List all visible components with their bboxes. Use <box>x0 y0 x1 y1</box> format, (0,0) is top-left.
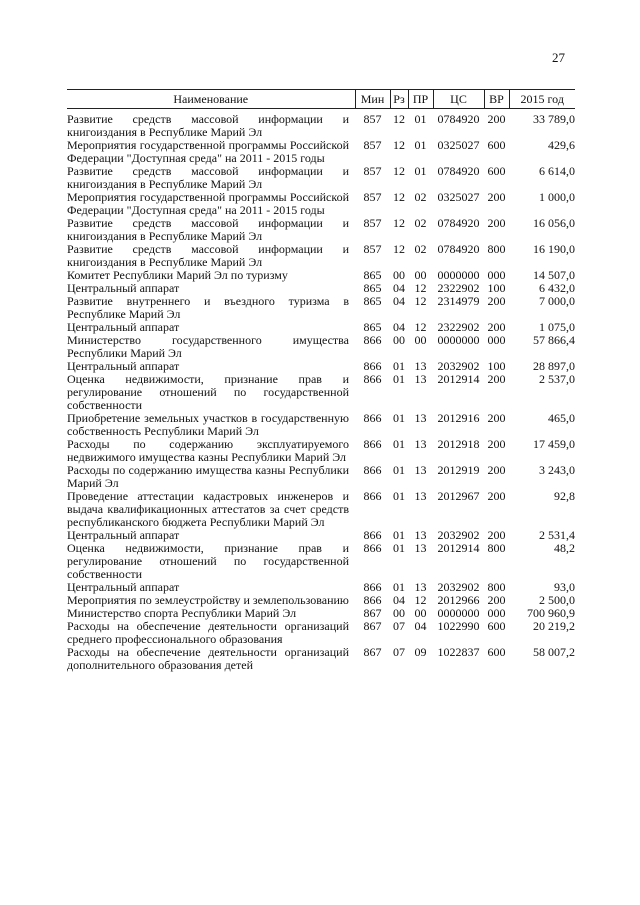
cell-vr: 100 <box>487 359 506 373</box>
column-header-rz: Рз <box>390 90 408 109</box>
cell-amount: 1 000,0 <box>539 190 575 204</box>
cell-cs: 1022837 <box>437 645 480 659</box>
table-row <box>67 139 575 165</box>
column-header-cs: ЦС <box>433 90 484 109</box>
cell-rz: 04 <box>393 320 405 334</box>
cell-amount: 6 432,0 <box>539 281 575 295</box>
cell-amount: 14 507,0 <box>533 268 575 282</box>
cell-name: Проведение аттестации кадастровых инженеров и выдача квалификационных аттестатов за счет средств республиканского бюджета Республики Марий Эл <box>67 489 349 529</box>
cell-min: 857 <box>363 112 382 126</box>
cell-amount: 92,8 <box>554 489 575 503</box>
cell-name: Министерство государственного имущества Республики Марий Эл <box>67 333 349 360</box>
cell-name: Развитие средств массовой информации и книгоиздания в Республике Марий Эл <box>67 242 349 269</box>
cell-rz: 12 <box>393 112 405 126</box>
cell-vr: 200 <box>487 112 506 126</box>
cell-vr: 000 <box>487 606 506 620</box>
cell-vr: 000 <box>487 333 506 347</box>
cell-vr: 600 <box>487 619 506 633</box>
cell-name: Расходы по содержанию имущества казны Республики Марий Эл <box>67 463 349 490</box>
cell-rz: 12 <box>393 164 405 178</box>
cell-min: 866 <box>363 528 382 542</box>
cell-vr: 200 <box>487 294 506 308</box>
page-number: 27 <box>552 50 565 65</box>
cell-vr: 200 <box>487 463 506 477</box>
cell-cs: 2032902 <box>437 528 480 542</box>
cell-min: 857 <box>363 216 382 230</box>
cell-pr: 12 <box>414 281 427 295</box>
table-row <box>67 295 575 321</box>
cell-rz: 12 <box>393 242 405 256</box>
cell-name: Центральный аппарат <box>67 320 180 334</box>
cell-pr: 00 <box>414 268 427 282</box>
cell-amount: 1 075,0 <box>539 320 575 334</box>
cell-name: Центральный аппарат <box>67 528 180 542</box>
cell-amount: 465,0 <box>548 411 575 425</box>
cell-rz: 01 <box>393 489 405 503</box>
cell-min: 865 <box>363 281 382 295</box>
cell-name: Оценка недвижимости, признание прав и регулирование отношений по государственной собственности <box>67 541 349 581</box>
cell-cs: 0325027 <box>437 138 480 152</box>
cell-vr: 200 <box>487 190 506 204</box>
cell-vr: 800 <box>487 242 506 256</box>
cell-pr: 12 <box>414 294 427 308</box>
cell-pr: 01 <box>414 112 427 126</box>
cell-amount: 93,0 <box>554 580 575 594</box>
cell-name: Развитие внутреннего и въездного туризма в Республике Марий Эл <box>67 294 349 321</box>
cell-vr: 600 <box>487 164 506 178</box>
cell-name: Расходы на обеспечение деятельности организаций среднего профессионального образования <box>67 619 349 646</box>
cell-name: Мероприятия государственной программы Российской Федерации "Доступная среда" на 2011 - 2015 годы <box>67 190 349 217</box>
cell-rz: 07 <box>393 645 405 659</box>
table-row <box>67 490 575 529</box>
cell-vr: 200 <box>487 593 506 607</box>
cell-pr: 00 <box>414 333 427 347</box>
cell-min: 857 <box>363 190 382 204</box>
column-header-pr: ПР <box>408 90 433 109</box>
cell-vr: 200 <box>487 489 506 503</box>
cell-amount: 429,6 <box>548 138 575 152</box>
cell-rz: 12 <box>393 138 405 152</box>
cell-name: Приобретение земельных участков в государственную собственность Республики Марий Эл <box>67 411 349 438</box>
cell-min: 867 <box>363 619 382 633</box>
table-body <box>67 109 575 673</box>
cell-min: 865 <box>363 268 382 282</box>
cell-rz: 00 <box>393 333 405 347</box>
cell-pr: 12 <box>414 593 427 607</box>
cell-rz: 12 <box>393 216 405 230</box>
cell-cs: 0784920 <box>437 216 480 230</box>
cell-rz: 04 <box>393 281 405 295</box>
cell-pr: 13 <box>414 463 427 477</box>
cell-cs: 0000000 <box>437 333 480 347</box>
table-row <box>67 412 575 438</box>
cell-cs: 0325027 <box>437 190 480 204</box>
table-row <box>67 243 575 269</box>
table-row <box>67 217 575 243</box>
cell-pr: 13 <box>414 372 427 386</box>
cell-name: Министерство спорта Республики Марий Эл <box>67 606 297 620</box>
table-row <box>67 334 575 360</box>
cell-pr: 04 <box>414 619 427 633</box>
cell-pr: 13 <box>414 528 427 542</box>
cell-pr: 13 <box>414 541 427 555</box>
cell-pr: 12 <box>414 320 427 334</box>
cell-min: 857 <box>363 164 382 178</box>
column-header-name: Наименование <box>67 90 355 109</box>
cell-name: Развитие средств массовой информации и книгоиздания в Республике Марий Эл <box>67 112 349 139</box>
cell-cs: 0000000 <box>437 268 480 282</box>
cell-cs: 2322902 <box>437 320 480 334</box>
table-row <box>67 165 575 191</box>
cell-min: 866 <box>363 463 382 477</box>
cell-vr: 200 <box>487 320 506 334</box>
column-header-amount: 2015 год <box>509 90 575 109</box>
cell-cs: 0000000 <box>437 606 480 620</box>
cell-min: 866 <box>363 333 382 347</box>
cell-name: Центральный аппарат <box>67 359 180 373</box>
table-row <box>67 646 575 672</box>
cell-amount: 16 056,0 <box>533 216 575 230</box>
cell-vr: 200 <box>487 528 506 542</box>
cell-min: 866 <box>363 593 382 607</box>
cell-rz: 01 <box>393 411 405 425</box>
cell-name: Центральный аппарат <box>67 580 180 594</box>
cell-vr: 200 <box>487 437 506 451</box>
budget-table <box>67 89 575 672</box>
cell-cs: 0784920 <box>437 112 480 126</box>
cell-pr: 00 <box>414 606 427 620</box>
cell-rz: 01 <box>393 359 405 373</box>
table-row <box>67 191 575 217</box>
cell-cs: 2012916 <box>437 411 480 425</box>
cell-amount: 3 243,0 <box>539 463 575 477</box>
cell-pr: 09 <box>414 645 427 659</box>
column-header-vr: ВР <box>484 90 509 109</box>
table-row <box>67 620 575 646</box>
cell-vr: 800 <box>487 580 506 594</box>
cell-cs: 2012918 <box>437 437 480 451</box>
cell-amount: 20 219,2 <box>533 619 575 633</box>
cell-amount: 2 531,4 <box>539 528 575 542</box>
cell-pr: 13 <box>414 580 427 594</box>
cell-min: 865 <box>363 320 382 334</box>
cell-pr: 01 <box>414 138 427 152</box>
table-row <box>67 373 575 412</box>
cell-amount: 57 866,4 <box>533 333 575 347</box>
cell-amount: 7 000,0 <box>539 294 575 308</box>
cell-rz: 01 <box>393 372 405 386</box>
cell-pr: 01 <box>414 164 427 178</box>
cell-cs: 2322902 <box>437 281 480 295</box>
cell-rz: 04 <box>393 294 405 308</box>
cell-min: 866 <box>363 580 382 594</box>
cell-pr: 02 <box>414 242 427 256</box>
cell-min: 866 <box>363 411 382 425</box>
cell-name: Расходы на обеспечение деятельности организаций дополнительного образования детей <box>67 645 349 672</box>
cell-name: Развитие средств массовой информации и книгоиздания в Республике Марий Эл <box>67 164 349 191</box>
cell-pr: 13 <box>414 359 427 373</box>
cell-rz: 01 <box>393 437 405 451</box>
table-row <box>67 109 575 140</box>
cell-vr: 000 <box>487 268 506 282</box>
table-header-row <box>67 90 575 109</box>
cell-cs: 2012914 <box>437 372 480 386</box>
cell-rz: 01 <box>393 541 405 555</box>
cell-amount: 6 614,0 <box>539 164 575 178</box>
cell-cs: 2032902 <box>437 580 480 594</box>
cell-min: 866 <box>363 372 382 386</box>
cell-name: Мероприятия государственной программы Российской Федерации "Доступная среда" на 2011 - 2015 годы <box>67 138 349 165</box>
cell-name: Оценка недвижимости, признание прав и регулирование отношений по государственной собственности <box>67 372 349 412</box>
cell-cs: 2012919 <box>437 463 480 477</box>
table-row <box>67 542 575 581</box>
cell-rz: 07 <box>393 619 405 633</box>
cell-amount: 2 500,0 <box>539 593 575 607</box>
cell-pr: 13 <box>414 437 427 451</box>
cell-amount: 28 897,0 <box>533 359 575 373</box>
cell-cs: 2012967 <box>437 489 480 503</box>
cell-amount: 2 537,0 <box>539 372 575 386</box>
cell-vr: 200 <box>487 411 506 425</box>
cell-cs: 1022990 <box>437 619 480 633</box>
cell-amount: 48,2 <box>554 541 575 555</box>
cell-name: Развитие средств массовой информации и книгоиздания в Республике Марий Эл <box>67 216 349 243</box>
cell-cs: 2012966 <box>437 593 480 607</box>
cell-cs: 2314979 <box>437 294 480 308</box>
cell-min: 866 <box>363 359 382 373</box>
cell-rz: 00 <box>393 268 405 282</box>
cell-min: 866 <box>363 489 382 503</box>
cell-pr: 02 <box>414 216 427 230</box>
cell-min: 865 <box>363 294 382 308</box>
cell-amount: 16 190,0 <box>533 242 575 256</box>
cell-name: Мероприятия по землеустройству и землепользованию <box>67 593 349 607</box>
cell-vr: 600 <box>487 138 506 152</box>
cell-min: 866 <box>363 541 382 555</box>
column-header-min: Мин <box>355 90 390 109</box>
cell-amount: 58 007,2 <box>533 645 575 659</box>
cell-rz: 04 <box>393 593 405 607</box>
cell-rz: 12 <box>393 190 405 204</box>
cell-cs: 0784920 <box>437 164 480 178</box>
cell-rz: 00 <box>393 606 405 620</box>
cell-rz: 01 <box>393 463 405 477</box>
cell-amount: 33 789,0 <box>533 112 575 126</box>
cell-cs: 2012914 <box>437 541 480 555</box>
cell-cs: 2032902 <box>437 359 480 373</box>
cell-rz: 01 <box>393 528 405 542</box>
cell-name: Комитет Республики Марий Эл по туризму <box>67 268 288 282</box>
cell-vr: 200 <box>487 372 506 386</box>
cell-pr: 13 <box>414 411 427 425</box>
table-row <box>67 464 575 490</box>
cell-amount: 17 459,0 <box>533 437 575 451</box>
cell-rz: 01 <box>393 580 405 594</box>
cell-name: Расходы по содержанию эксплуатируемого недвижимого имущества казны Республики Марий Эл <box>67 437 349 464</box>
cell-vr: 800 <box>487 541 506 555</box>
cell-min: 867 <box>363 606 382 620</box>
cell-vr: 200 <box>487 216 506 230</box>
cell-vr: 600 <box>487 645 506 659</box>
cell-amount: 700 960,9 <box>527 606 575 620</box>
cell-pr: 02 <box>414 190 427 204</box>
cell-min: 857 <box>363 138 382 152</box>
table-row <box>67 438 575 464</box>
cell-min: 867 <box>363 645 382 659</box>
cell-pr: 13 <box>414 489 427 503</box>
cell-min: 866 <box>363 437 382 451</box>
cell-cs: 0784920 <box>437 242 480 256</box>
cell-vr: 100 <box>487 281 506 295</box>
cell-name: Центральный аппарат <box>67 281 180 295</box>
cell-min: 857 <box>363 242 382 256</box>
